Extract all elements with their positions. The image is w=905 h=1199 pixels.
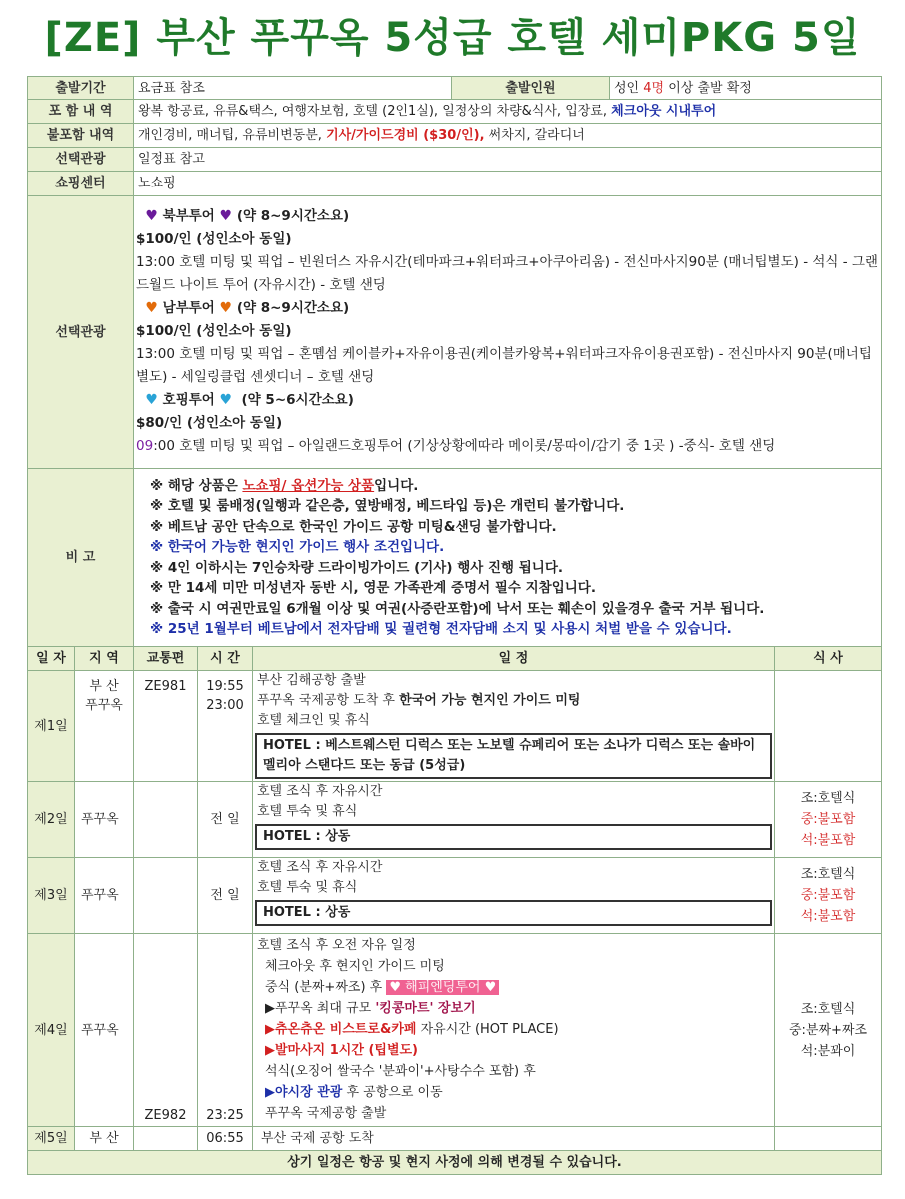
remark-1: ※ 해당 상품은 노쇼핑/ 옵션가능 상품입니다.: [150, 477, 419, 494]
day5-row: [28, 1127, 882, 1151]
day2-time: 전 일: [198, 782, 253, 858]
day3-hotel-box: HOTEL : 상동: [255, 900, 772, 926]
remark-8: ※ 25년 1월부터 베트남에서 전자담배 및 궐련형 전자담배 소지 및 사용시 처벌 받을 수 있습니다.: [150, 621, 732, 637]
remark-6: ※ 만 14세 미만 미성년자 동반 시, 영문 가족관계 증명서 필수 지참입니다.: [150, 580, 596, 596]
day4-region: 푸꾸옥: [75, 934, 134, 1127]
day4-itinerary: 호텔 조식 후 오전 자유 일정 체크아웃 후 현지인 가이드 미팅 중식 (분짜+짜조) 후 ♥ 해피엔딩투어 ♥ ▶푸꾸옥 최대 규모 '킹콩마트' 장보기 ▶츄온츄온 비스트로&카페 자유시간 (HOT PLACE) ▶발마사지 1시간 (팁별도) 석식(오징어 쌀국수 '분꽈이'+사탕수수 포함) 후 ▶야시장 관광 후 공항으로 이동 푸꾸옥 국제공항 출발: [253, 934, 775, 1127]
optional-value: 일정표 참고: [134, 148, 882, 172]
remark-4: ※ 한국어 가능한 현지인 가이드 행사 조건입니다.: [150, 539, 445, 555]
day4-row: [28, 934, 882, 1127]
day2-meal: 조:호텔식 중:불포함 석:불포함: [775, 782, 882, 858]
day1-time: 19:55 23:00: [198, 671, 253, 782]
south-tour-title: ♥ 남부투어 ♥ (약 8~9시간소요): [145, 300, 350, 316]
exclude-label: 불포함 내역: [28, 124, 134, 148]
row-exclude: [28, 124, 882, 148]
depart-people-value: 성인 4명 이상 출발 확정: [610, 77, 882, 100]
hopping-tour-title: ♥ 호핑투어 ♥ (약 5~6시간소요): [145, 392, 354, 408]
depart-period-label: 출발기간: [28, 77, 134, 100]
south-tour-price: $100/인 (성인소아 동일): [136, 323, 292, 339]
col-day: 일 자: [28, 647, 75, 671]
col-region: 지 역: [75, 647, 134, 671]
day2-region: 푸꾸옥: [75, 782, 134, 858]
happy-ending-tag: ♥ 해피엔딩투어 ♥: [386, 980, 499, 995]
purple-heart-icon: ♥: [145, 208, 158, 224]
day3-meal: 조:호텔식 중:불포함 석:불포함: [775, 858, 882, 934]
depart-period-value: 요금표 참조: [134, 77, 452, 100]
remark-3: ※ 베트남 공안 단속으로 한국인 가이드 공항 미팅&샌딩 불가합니다.: [150, 518, 557, 535]
include-label: 포 함 내 역: [28, 100, 134, 124]
day1-flight: ZE981: [134, 671, 198, 782]
day5-flight: [134, 1127, 198, 1151]
day1-region: 부 산 푸꾸옥: [75, 671, 134, 782]
col-time: 시 간: [198, 647, 253, 671]
optional-tours-label: 선택관광: [28, 196, 134, 469]
north-tour-price: $100/인 (성인소아 동일): [136, 231, 292, 247]
day3-row: [28, 858, 882, 934]
north-tour-title: ♥ 북부투어 ♥ (약 8~9시간소요): [145, 208, 350, 224]
optional-label: 선택관광: [28, 148, 134, 172]
footer-note: 상기 일정은 항공 및 현지 사정에 의해 변경될 수 있습니다.: [28, 1151, 882, 1175]
day5-meal: [775, 1127, 882, 1151]
day2-row: [28, 782, 882, 858]
day2-flight: [134, 782, 198, 858]
shopping-label: 쇼핑센터: [28, 172, 134, 196]
page-title: [ZE] 부산 푸꾸옥 5성급 호텔 세미PKG 5일: [44, 15, 861, 61]
footer-row: [28, 1151, 882, 1175]
day4-label: 제4일: [28, 934, 75, 1127]
day4-meal: 조:호텔식 중:분짜+짜조 석:분꽈이: [775, 934, 882, 1127]
optional-tours-content: [134, 196, 882, 469]
remark-7: ※ 출국 시 여권만료일 6개월 이상 및 여권(사증란포함)에 낙서 또는 훼손이 있을경우 출국 거부 됩니다.: [150, 600, 765, 617]
orange-heart-icon: ♥: [145, 300, 158, 316]
day1-itinerary: 부산 김해공항 출발 푸꾸옥 국제공항 도착 후 한국어 가능 현지인 가이드 미팅 호텔 체크인 및 휴식 HOTEL : 베스트웨스턴 디럭스 또는 노보텔 슈페리어 또는 소나가 디럭스 또는 솔바이멜리아 스탠다드 또는 동급 (5성급): [253, 671, 775, 782]
day5-region: 부 산: [75, 1127, 134, 1151]
hopping-tour-desc: 09:00 호텔 미팅 및 픽업 – 아일랜드호핑투어 (기상상황에따라 메이롯/몽따이/감기 중 1곳 ) -중식- 호텔 샌딩: [136, 438, 776, 454]
remark-2: ※ 호텔 및 룸배정(일행과 같은층, 옆방배정, 베드타입 등)은 개런티 불가합니다.: [150, 498, 625, 514]
schedule-header: [28, 647, 882, 671]
schedule-table: [27, 646, 882, 1175]
remark-5: ※ 4인 이하시는 7인승차량 드라이빙가이드 (기사) 행사 진행 됩니다.: [150, 559, 564, 576]
orange-heart-icon: ♥: [219, 300, 233, 316]
day1-row: [28, 671, 882, 782]
row-include: [28, 100, 882, 124]
row-optional: [28, 148, 882, 172]
col-transport: 교통편: [134, 647, 198, 671]
day1-meal: [775, 671, 882, 782]
north-tour-desc: 13:00 호텔 미팅 및 픽업 – 빈원더스 자유시간(테마파크+워터파크+아쿠아리움) - 전신마사지90분 (매너팁별도) - 석식 - 그랜드월드 나이트 투어 (자유시간) - 호텔 샌딩: [136, 254, 878, 293]
hopping-tour-price: $80/인 (성인소아 동일): [136, 415, 283, 431]
remarks-content: [134, 469, 882, 647]
col-itinerary: 일 정: [253, 647, 775, 671]
purple-heart-icon: ♥: [219, 208, 233, 224]
info-table: [27, 76, 882, 647]
blue-heart-icon: ♥: [219, 392, 233, 408]
day5-label: 제5일: [28, 1127, 75, 1151]
row-shopping: [28, 172, 882, 196]
itinerary-sheet: [27, 76, 881, 1175]
south-tour-desc: 13:00 호텔 미팅 및 픽업 – 혼똄섬 케이블카+자유이용권(케이블카왕복+워터파크자유이용권포함) - 전신마사지 90분(매너팁별도) - 세일링클럽 센셋디너 – 호텔 샌딩: [136, 346, 872, 385]
depart-people-label: 출발인원: [452, 77, 610, 100]
col-meal: 식 사: [775, 647, 882, 671]
day1-hotel-box: HOTEL : 베스트웨스턴 디럭스 또는 노보텔 슈페리어 또는 소나가 디럭스 또는 솔바이멜리아 스탠다드 또는 동급 (5성급): [255, 733, 772, 779]
day3-time: 전 일: [198, 858, 253, 934]
day3-itinerary: 호텔 조식 후 자유시간 호텔 투숙 및 휴식 HOTEL : 상동: [253, 858, 775, 934]
row-optional-tours: [28, 196, 882, 469]
day2-hotel-box: HOTEL : 상동: [255, 824, 772, 850]
day5-time: 06:55: [198, 1127, 253, 1151]
day2-label: 제2일: [28, 782, 75, 858]
day1-label: 제1일: [28, 671, 75, 782]
day3-label: 제3일: [28, 858, 75, 934]
day4-flight: ZE982: [134, 934, 198, 1127]
day2-itinerary: 호텔 조식 후 자유시간 호텔 투숙 및 휴식 HOTEL : 상동: [253, 782, 775, 858]
day4-time: 23:25: [198, 934, 253, 1127]
day3-flight: [134, 858, 198, 934]
row-depart: [28, 77, 882, 100]
blue-heart-icon: ♥: [145, 392, 158, 408]
row-remarks: [28, 469, 882, 647]
exclude-value: 개인경비, 매너팁, 유류비변동분, 기사/가이드경비 ($30/인), 써차지, 갈라디너: [134, 124, 882, 148]
remarks-label: 비 고: [28, 469, 134, 647]
shopping-value: 노쇼핑: [134, 172, 882, 196]
day3-region: 푸꾸옥: [75, 858, 134, 934]
day5-itinerary: 부산 국제 공항 도착: [253, 1127, 775, 1151]
include-value: 왕복 항공료, 유류&택스, 여행자보험, 호텔 (2인1실), 일정상의 차량&식사, 입장료, 체크아웃 시내투어: [134, 100, 882, 124]
